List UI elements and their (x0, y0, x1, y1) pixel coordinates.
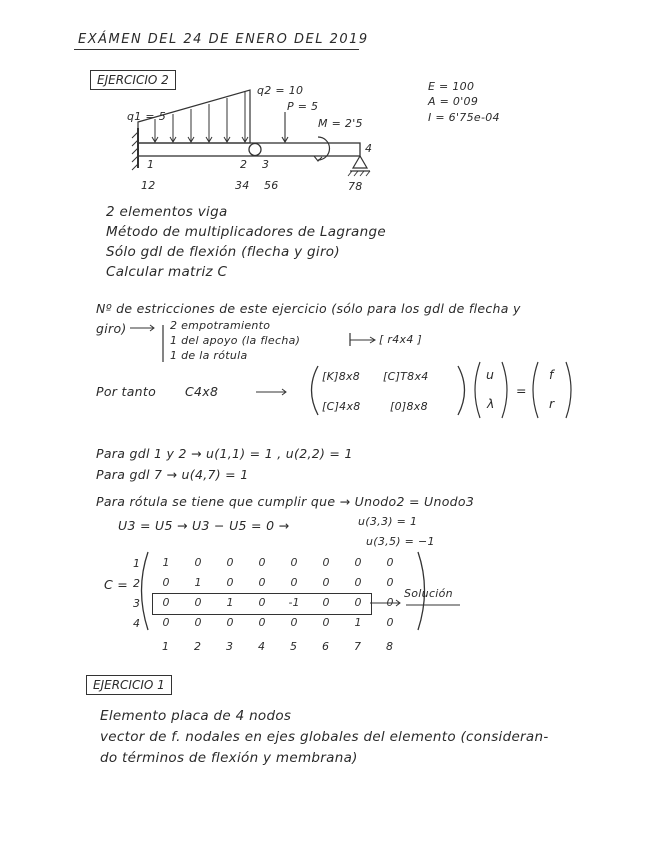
matrix-cell: 0 (226, 555, 234, 569)
restriction-item-2: 1 del apoyo (la flecha) (170, 334, 301, 347)
row-num-4: 4 (133, 617, 141, 630)
u-3-3: u(3,3) = 1 (358, 515, 418, 528)
vec-u: u (486, 367, 495, 382)
restriction-item-1: 2 empotramiento (170, 319, 271, 332)
matrix-cell: 0 (226, 575, 234, 589)
ex1-line-1: Elemento placa de 4 nodos (100, 708, 292, 724)
prop-a: A = 0'09 (428, 95, 479, 108)
matrix-cell: 0 (322, 595, 330, 609)
c-dimension: C4x8 (185, 384, 219, 399)
dof-12: 12 (141, 179, 156, 192)
por-tanto: Por tanto (96, 384, 157, 399)
restrictions-giro: giro) (96, 321, 127, 336)
u-equation: U3 = U5 → U3 − U5 = 0 → (118, 518, 290, 533)
matrix-cell: 0 (258, 615, 266, 629)
block-ct: [C]T8x4 (383, 370, 429, 383)
row-num-3: 3 (133, 597, 141, 610)
matrix-cell: 0 (290, 555, 298, 569)
node-1: 1 (147, 158, 155, 171)
vec-r: r (549, 396, 555, 411)
node-3: 3 (262, 158, 270, 171)
column-number: 1 (162, 640, 170, 653)
exam-title: EXÁMEN DEL 24 DE ENERO DEL 2019 (78, 32, 369, 47)
matrix-cell: 0 (258, 575, 266, 589)
c-matrix-label: C = (104, 577, 129, 592)
m-label: M = 2'5 (318, 117, 363, 130)
matrix-cell: 0 (226, 615, 234, 629)
matrix-cell: 0 (386, 595, 394, 609)
matrix-left-paren (142, 552, 149, 630)
prop-e: E = 100 (428, 80, 475, 93)
para-gdl-7: Para gdl 7 → u(4,7) = 1 (96, 467, 249, 482)
dof-56: 56 (264, 179, 279, 192)
column-number: 8 (386, 640, 394, 653)
rotula-condition: Para rótula se tiene que cumplir que → Unodo2 = Unodo3 (96, 494, 475, 509)
matrix-row (150, 592, 406, 612)
roller-support (353, 156, 367, 168)
matrix-cell: 0 (386, 575, 394, 589)
q2-label: q2 = 10 (257, 84, 304, 97)
c-matrix (150, 552, 406, 632)
matrix-row (150, 552, 406, 572)
vec-f: f (549, 367, 554, 382)
matrix-cell: 0 (322, 575, 330, 589)
dof-34: 34 (235, 179, 250, 192)
prop-i: I = 6'75e-04 (428, 111, 500, 124)
u-3-5: u(3,5) = −1 (366, 535, 435, 548)
row-num-1: 1 (133, 557, 141, 570)
matrix-cell: 0 (258, 595, 266, 609)
block-c: [C]4x8 (322, 400, 361, 413)
matrix-cell: 0 (354, 575, 362, 589)
para-gdl-1-2: Para gdl 1 y 2 → u(1,1) = 1 , u(2,2) = 1 (96, 446, 353, 461)
matrix-cell: -1 (288, 595, 300, 609)
hinge-circle (249, 144, 261, 156)
matrix-cell: 1 (226, 595, 234, 609)
matrix-row (150, 612, 406, 632)
load-arrows (152, 92, 248, 142)
matrix-cell: 0 (258, 555, 266, 569)
matrix-cell: 0 (162, 575, 170, 589)
restriction-item-3: 1 de la rótula (170, 349, 248, 362)
matrix-cell: 0 (322, 555, 330, 569)
matrix-cell: 0 (162, 615, 170, 629)
exercise-2-label: EJERCICIO 2 (90, 70, 176, 90)
exercise-1-label: EJERCICIO 1 (86, 675, 172, 695)
matrix-cell: 0 (194, 555, 202, 569)
p-label: P = 5 (287, 100, 319, 113)
matrix-cell: 0 (194, 595, 202, 609)
column-number: 4 (258, 640, 266, 653)
note-3: Sólo gdl de flexión (flecha y giro) (106, 244, 340, 260)
dof-78: 78 (348, 180, 363, 193)
matrix-cell: 0 (162, 595, 170, 609)
column-number: 7 (354, 640, 362, 653)
matrix-cell: 0 (290, 615, 298, 629)
matrix-cell: 1 (194, 575, 202, 589)
note-2: Método de multiplicadores de Lagrange (106, 224, 386, 240)
vec-lambda: λ (487, 396, 495, 411)
column-number: 6 (322, 640, 330, 653)
row-num-2: 2 (133, 577, 141, 590)
matrix-cell: 0 (194, 615, 202, 629)
point-load-arrow (282, 112, 288, 142)
matrix-row (150, 572, 406, 592)
matrix-cell: 0 (386, 555, 394, 569)
solucion-label: Solución (404, 587, 453, 600)
matrix-cell: 0 (290, 575, 298, 589)
matrix-cell: 0 (354, 555, 362, 569)
node-4: 4 (365, 142, 373, 155)
matrix-cell: 0 (354, 595, 362, 609)
ex1-line-2: vector de f. nodales en ejes globales del elemento (consideran- (100, 729, 549, 745)
column-number: 3 (226, 640, 234, 653)
restriction-dim: [ r4x4 ] (379, 333, 423, 346)
equals-sign: = (516, 383, 527, 398)
q1-label: q1 = 5 (127, 110, 166, 123)
matrix-cell: 0 (386, 615, 394, 629)
ex1-line-3: do términos de flexión y membrana) (100, 750, 358, 766)
note-4: Calcular matriz C (106, 264, 228, 280)
block-zero: [0]8x8 (390, 400, 428, 413)
column-number: 5 (290, 640, 298, 653)
column-number: 2 (194, 640, 202, 653)
note-1: 2 elementos viga (106, 204, 228, 220)
matrix-cell: 1 (162, 555, 170, 569)
restrictions-intro: Nº de estricciones de este ejercicio (sólo para los gdl de flecha y (96, 301, 521, 316)
node-2: 2 (240, 158, 248, 171)
matrix-cell: 0 (322, 615, 330, 629)
block-k: [K]8x8 (322, 370, 361, 383)
matrix-cell: 1 (354, 615, 362, 629)
